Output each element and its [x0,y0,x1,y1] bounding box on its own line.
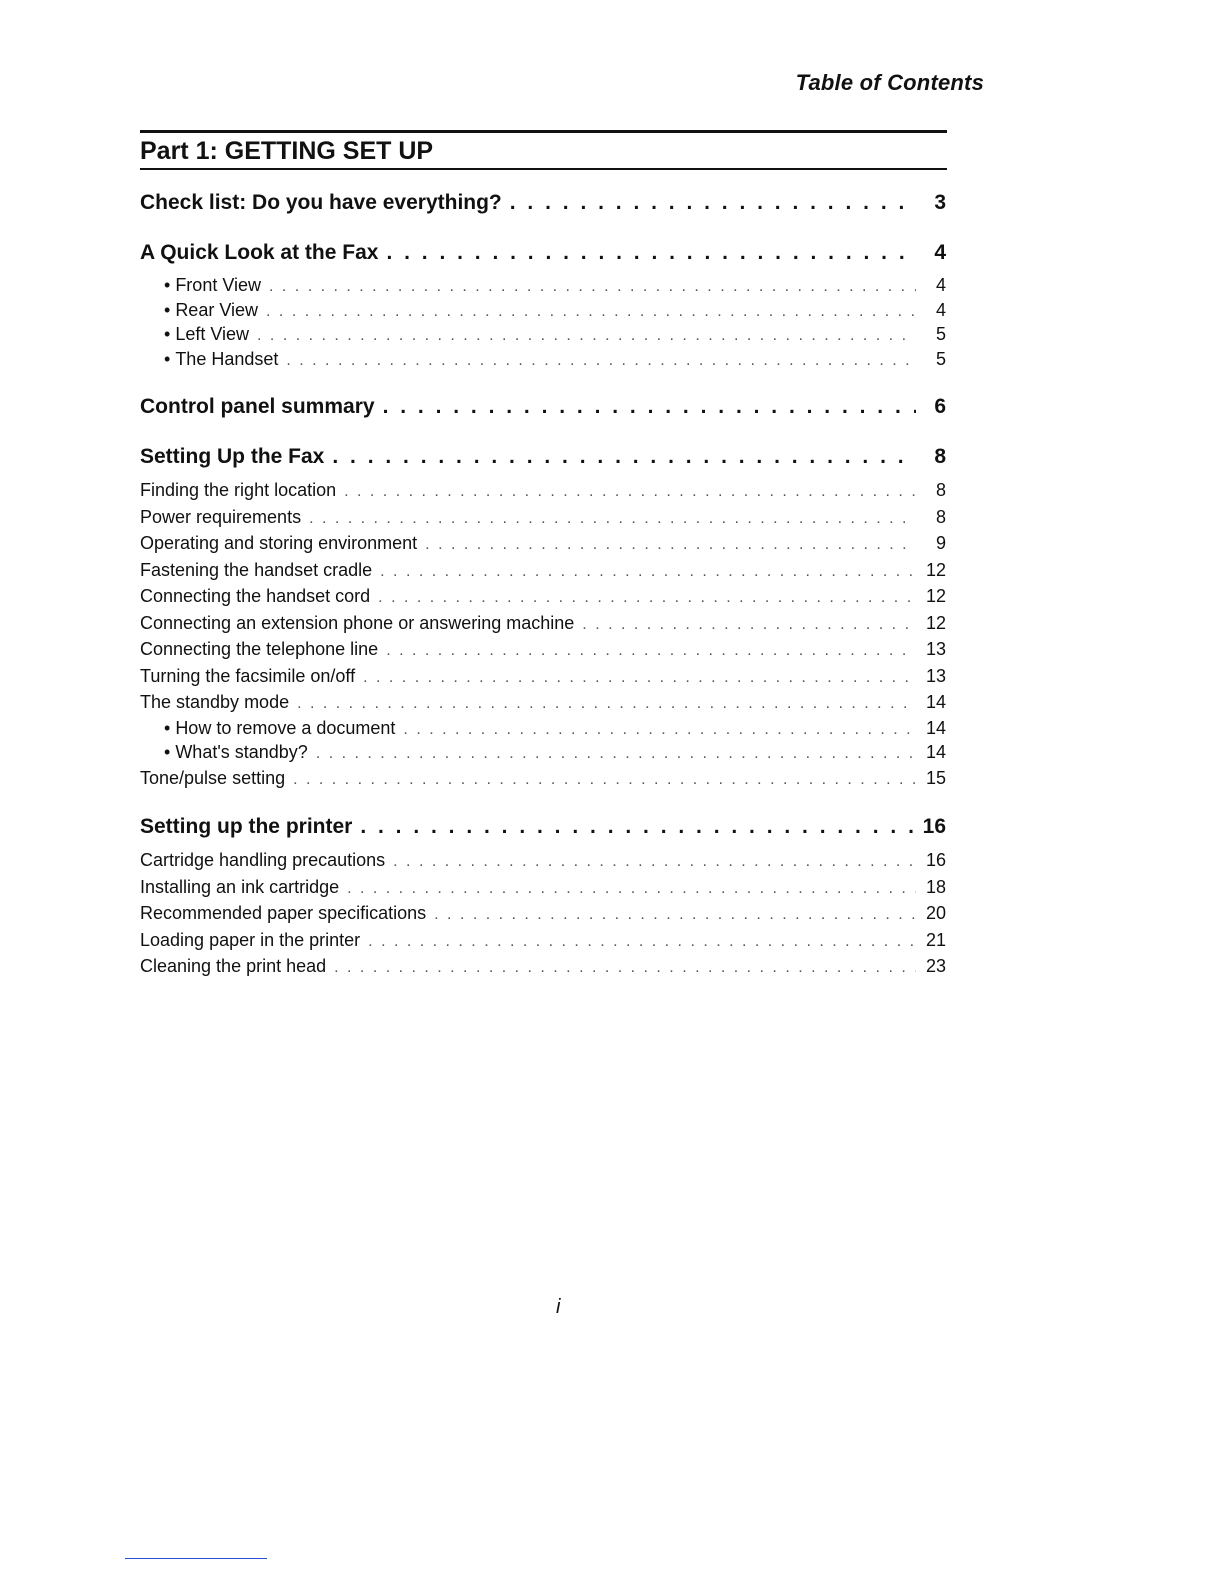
dot-leader [363,666,916,691]
toc-entry-label: Turning the facsimile on/off [140,665,356,686]
toc-entry-label: Finding the right location [140,480,337,500]
toc-entry-label: Fastening the handset cradle [140,559,373,580]
dot-leader [386,238,916,268]
toc-entry-page: 14 [925,717,946,738]
toc-heading-entry[interactable] [140,392,946,422]
toc-entry-page: 13 [925,665,946,686]
dot-leader [368,930,916,955]
dot-leader [347,877,916,902]
dot-leader [316,743,916,766]
dot-leader [393,850,916,875]
toc-entry[interactable] [140,690,946,717]
toc-heading-label: A Quick Look at the Fax [140,241,379,264]
dot-leader [257,325,916,348]
toc-entry-label: Connecting the handset cord [140,586,371,606]
toc-entry-page: 5 [935,348,946,369]
dot-leader [378,586,916,611]
toc-entry-label: Operating and storing environment [140,533,418,553]
toc-entry-page: 8 [935,506,946,527]
toc-bullet-entry[interactable] [140,741,946,766]
toc-entry-label: Connecting the telephone line [140,639,379,659]
toc-bullet-entry[interactable] [140,323,946,348]
toc-section [140,238,946,372]
toc-entry-page: 4 [935,275,946,295]
toc-heading-entry[interactable] [140,812,946,842]
toc-entry-label: Power requirements [140,506,302,527]
toc-entry-label: Cleaning the print head [140,956,327,976]
toc-heading-label: Control panel summary [140,395,375,418]
toc-entry-label: • Front View [164,274,261,297]
toc-entry-label: • How to remove a document [164,717,395,740]
toc-entry-page: 23 [925,956,946,976]
toc-entry-page: 8 [935,480,946,500]
toc-bullet-entry[interactable] [140,348,946,373]
toc-entry-page: 12 [925,612,946,633]
toc-entry-page: 12 [925,586,946,606]
dot-leader [309,507,916,532]
toc-entry[interactable] [140,875,946,902]
toc-entry-page: 5 [935,324,946,344]
toc-entry[interactable] [140,664,946,691]
footer-rule [125,1558,267,1559]
dot-leader [332,442,916,472]
dot-leader [380,560,916,585]
toc-entry-label: Recommended paper specifications [140,903,427,923]
toc-entry-page: 4 [935,299,946,320]
toc-entry-label: Tone/pulse setting [140,767,286,788]
toc-entry-label: • What's standby? [164,741,308,764]
toc-heading-entry[interactable] [140,188,946,218]
toc-heading-page: 3 [934,191,946,214]
toc-heading-page: 16 [922,815,946,838]
dot-leader [269,276,916,299]
toc-entry[interactable] [140,637,946,664]
dot-leader [403,719,916,742]
toc-entry-label: • Left View [164,323,249,346]
toc-entry[interactable] [140,766,946,793]
toc-entry[interactable] [140,901,946,928]
toc-entry-page: 13 [925,639,946,659]
dot-leader [582,613,916,638]
dot-leader [266,301,916,324]
toc-heading-label: Check list: Do you have everything? [140,191,502,214]
toc-entry-label: Cartridge handling precautions [140,850,386,870]
toc-entry-page: 16 [925,850,946,870]
toc-bullet-entry[interactable] [140,717,946,742]
dot-leader [425,533,916,558]
toc-entry-label: Loading paper in the printer [140,929,361,950]
toc-entry-label: • The Handset [164,348,278,371]
toc-entry-page: 14 [925,692,946,712]
running-head: Table of Contents [795,70,984,95]
toc-entry-page: 12 [925,559,946,580]
toc-section [140,442,946,792]
toc-heading-page: 8 [934,445,946,468]
toc-heading-page: 4 [934,241,946,264]
part-rule-bottom [140,168,947,170]
dot-leader [386,639,916,664]
toc-heading-label: Setting Up the Fax [140,445,325,468]
toc-entry-label: The standby mode [140,692,290,712]
dot-leader [510,188,916,218]
toc-entry-page: 9 [935,533,946,553]
dot-leader [360,812,914,842]
toc-entry-label: Installing an ink cartridge [140,876,340,897]
toc-heading-label: Setting up the printer [140,815,353,838]
toc-section [140,812,946,981]
table-of-contents [140,188,946,1001]
dot-leader [434,903,916,928]
toc-entry[interactable] [140,505,946,532]
page-folio: i [556,1296,561,1318]
toc-entry-page: 14 [925,742,946,762]
toc-entry[interactable] [140,848,946,875]
dot-leader [286,350,916,373]
part-header [140,130,947,170]
toc-entry[interactable] [140,584,946,611]
toc-entry[interactable] [140,558,946,585]
toc-heading-entry[interactable] [140,238,946,268]
toc-entry[interactable] [140,928,946,955]
toc-section [140,392,946,422]
toc-entry-label: • Rear View [164,299,258,322]
toc-heading-entry[interactable] [140,442,946,472]
toc-entry[interactable] [140,611,946,638]
part-title: Part 1: GETTING SET UP [140,137,434,165]
toc-entry[interactable] [140,531,946,558]
toc-entry[interactable] [140,478,946,505]
toc-entry-page: 21 [925,929,946,950]
toc-entry-page: 15 [925,767,946,788]
toc-entry-label: Connecting an extension phone or answering machine [140,612,575,633]
dot-leader [383,392,916,422]
dot-leader [293,768,916,793]
toc-bullet-entry[interactable] [140,274,946,299]
dot-leader [334,956,916,981]
toc-entry-page: 20 [925,903,946,923]
toc-bullet-entry[interactable] [140,299,946,324]
toc-section [140,188,946,218]
toc-entry-page: 18 [925,876,946,897]
toc-heading-page: 6 [934,395,946,418]
dot-leader [344,480,916,505]
toc-entry[interactable] [140,954,946,981]
dot-leader [297,692,916,717]
